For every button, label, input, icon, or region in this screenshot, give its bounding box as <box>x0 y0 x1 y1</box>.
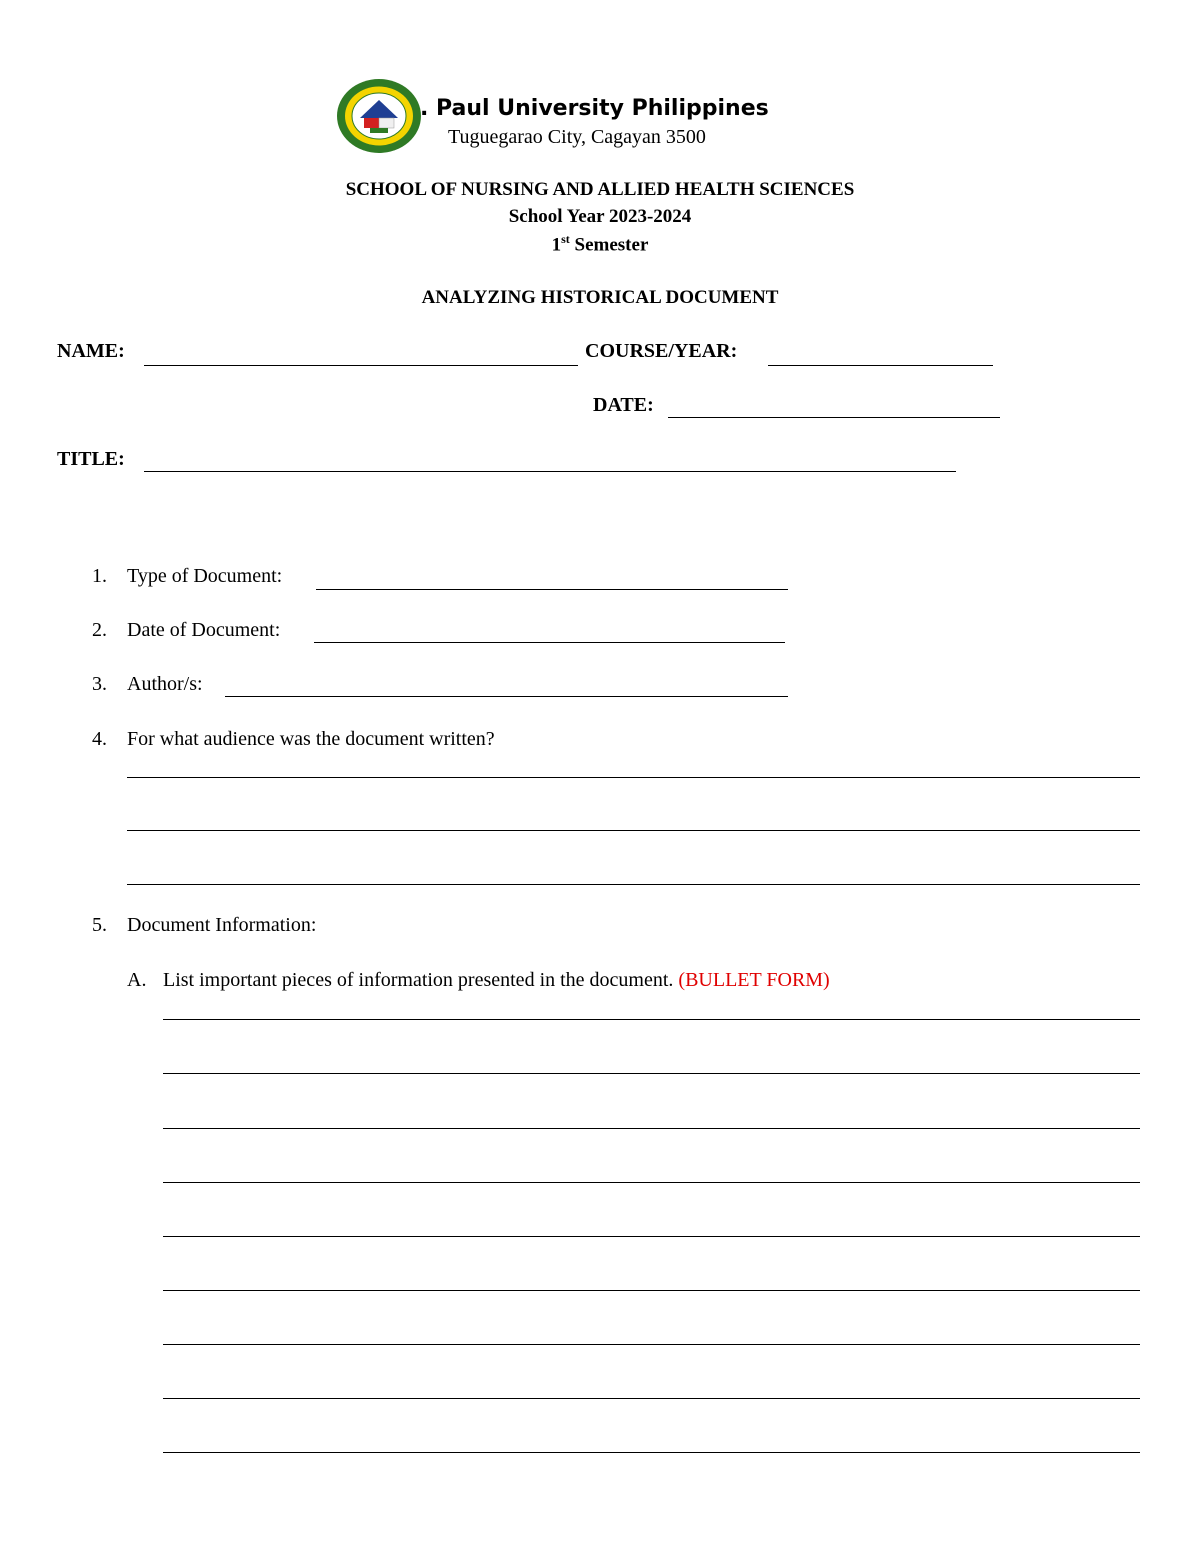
school-name: SCHOOL OF NURSING AND ALLIED HEALTH SCIENCES <box>345 179 855 200</box>
question-4-number: 4. <box>92 728 107 750</box>
question-5a-answer-line[interactable] <box>163 1290 1140 1291</box>
question-1-answer-line[interactable] <box>316 589 788 590</box>
university-seal-logo <box>336 78 422 154</box>
question-2-answer-line[interactable] <box>314 642 785 643</box>
semester-word: Semester <box>569 234 649 256</box>
question-3-text: Author/s: <box>127 673 203 695</box>
question-4-text: For what audience was the document written? <box>127 728 495 750</box>
question-4-answer-line[interactable] <box>127 884 1140 885</box>
title-field[interactable] <box>144 471 956 472</box>
question-5a-text: List important pieces of information presented in the document. <box>163 969 674 991</box>
question-5a-answer-line[interactable] <box>163 1236 1140 1237</box>
question-5a-answer-line[interactable] <box>163 1073 1140 1074</box>
semester <box>0 232 1200 256</box>
question-4-answer-line[interactable] <box>127 777 1140 778</box>
semester-number: 1 <box>551 234 562 256</box>
name-field[interactable] <box>144 365 578 366</box>
question-5a-answer-line[interactable] <box>163 1452 1140 1453</box>
question-1-number: 1. <box>92 565 107 587</box>
question-2-text: Date of Document: <box>127 619 281 641</box>
semester-suffix: st <box>561 232 570 246</box>
date-label: DATE: <box>593 394 654 416</box>
name-label: NAME: <box>57 340 125 362</box>
school-year: School Year 2023-2024 <box>508 206 692 227</box>
bullet-form-note: (BULLET FORM) <box>678 969 830 991</box>
question-5a-answer-line[interactable] <box>163 1398 1140 1399</box>
university-name: . Paul University Philippines <box>420 96 769 121</box>
question-5-text: Document Information: <box>127 914 317 936</box>
question-5a-answer-line[interactable] <box>163 1182 1140 1183</box>
course-year-label: COURSE/YEAR: <box>585 340 738 362</box>
question-4-answer-line[interactable] <box>127 830 1140 831</box>
question-3-number: 3. <box>92 673 107 695</box>
question-5a-answer-line[interactable] <box>163 1344 1140 1345</box>
document-title: ANALYZING HISTORICAL DOCUMENT <box>421 287 779 308</box>
question-2-number: 2. <box>92 619 107 641</box>
question-5a-answer-line[interactable] <box>163 1019 1140 1020</box>
question-5a-letter: A. <box>127 969 147 991</box>
date-field[interactable] <box>668 417 1000 418</box>
question-5a-answer-line[interactable] <box>163 1128 1140 1129</box>
question-3-answer-line[interactable] <box>225 696 788 697</box>
question-1-text: Type of Document: <box>127 565 283 587</box>
question-5-number: 5. <box>92 914 107 936</box>
title-label: TITLE: <box>57 448 125 470</box>
question-5a <box>163 969 830 992</box>
course-year-field[interactable] <box>768 365 993 366</box>
university-address: Tuguegarao City, Cagayan 3500 <box>448 126 706 148</box>
